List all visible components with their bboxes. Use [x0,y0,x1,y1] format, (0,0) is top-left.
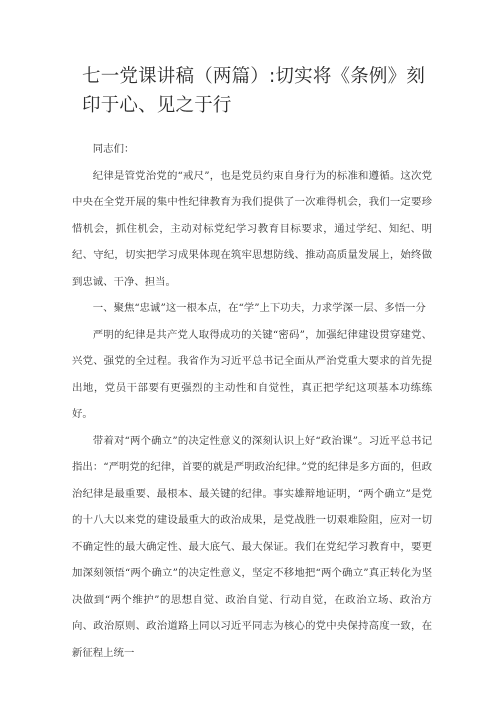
document-title: 七一党课讲稿（两篇）:切实将《条例》刻印于心、见之于行 [82,66,426,116]
paragraph-1: 纪律是管党治党的“戒尺”，也是党员约束自身行为的标准和遵循。这次党中央在全党开展的集中性纪律教育为我们提供了一次难得机会，我们一定要珍惜机会，抓住机会，主动对标党纪学习教育目标要求，通过学纪、知纪、明纪、守纪，切实把学习成果体现在筑牢思想防线、推动高质量发展上，始终做到忠诚、干净、担当。 [72,169,432,288]
document-body [72,136,432,666]
paragraph-3: 带着对“两个确立”的决定性意义的深刻认识上好“政治课”。习近平总书记指出：“严明党的纪律，首要的就是严明政治纪律。”党的纪律是多方面的，但政治纪律是最重要、最根本、最关键的纪律。事实雄辩地证明，“两个确立”是党的十八大以来党的建设最重大的政治成果，是党战胜一切艰难险阻，应对一切不确定性的最大确定性、最大底气、最大保证。我们在党纪学习教育中，要更加深刻领悟“两个确立”的决定性意义，坚定不移地把“两个确立”真正转化为坚决做到“两个维护”的思想自觉、政治自觉、行动自觉，在政治立场、政治方向、政治原则、政治道路上同以习近平同志为核心的党中央保持高度一致，在新征程上统一 [72,434,432,659]
paragraph-2: 严明的纪律是共产党人取得成功的关键“密码”，加强纪律建设贯穿建党、兴党、强党的全过程。我省作为习近平总书记全面从严治党重大要求的首先提出地，党员干部要有更强烈的主动性和自觉性，真正把学纪这项基本功练练好。 [72,328,432,420]
section-heading-1: 一、聚焦“忠诚”这一根本点，在“学”上下功夫，力求学深一层、多悟一分 [92,302,426,314]
greeting: 同志们： [92,143,135,155]
